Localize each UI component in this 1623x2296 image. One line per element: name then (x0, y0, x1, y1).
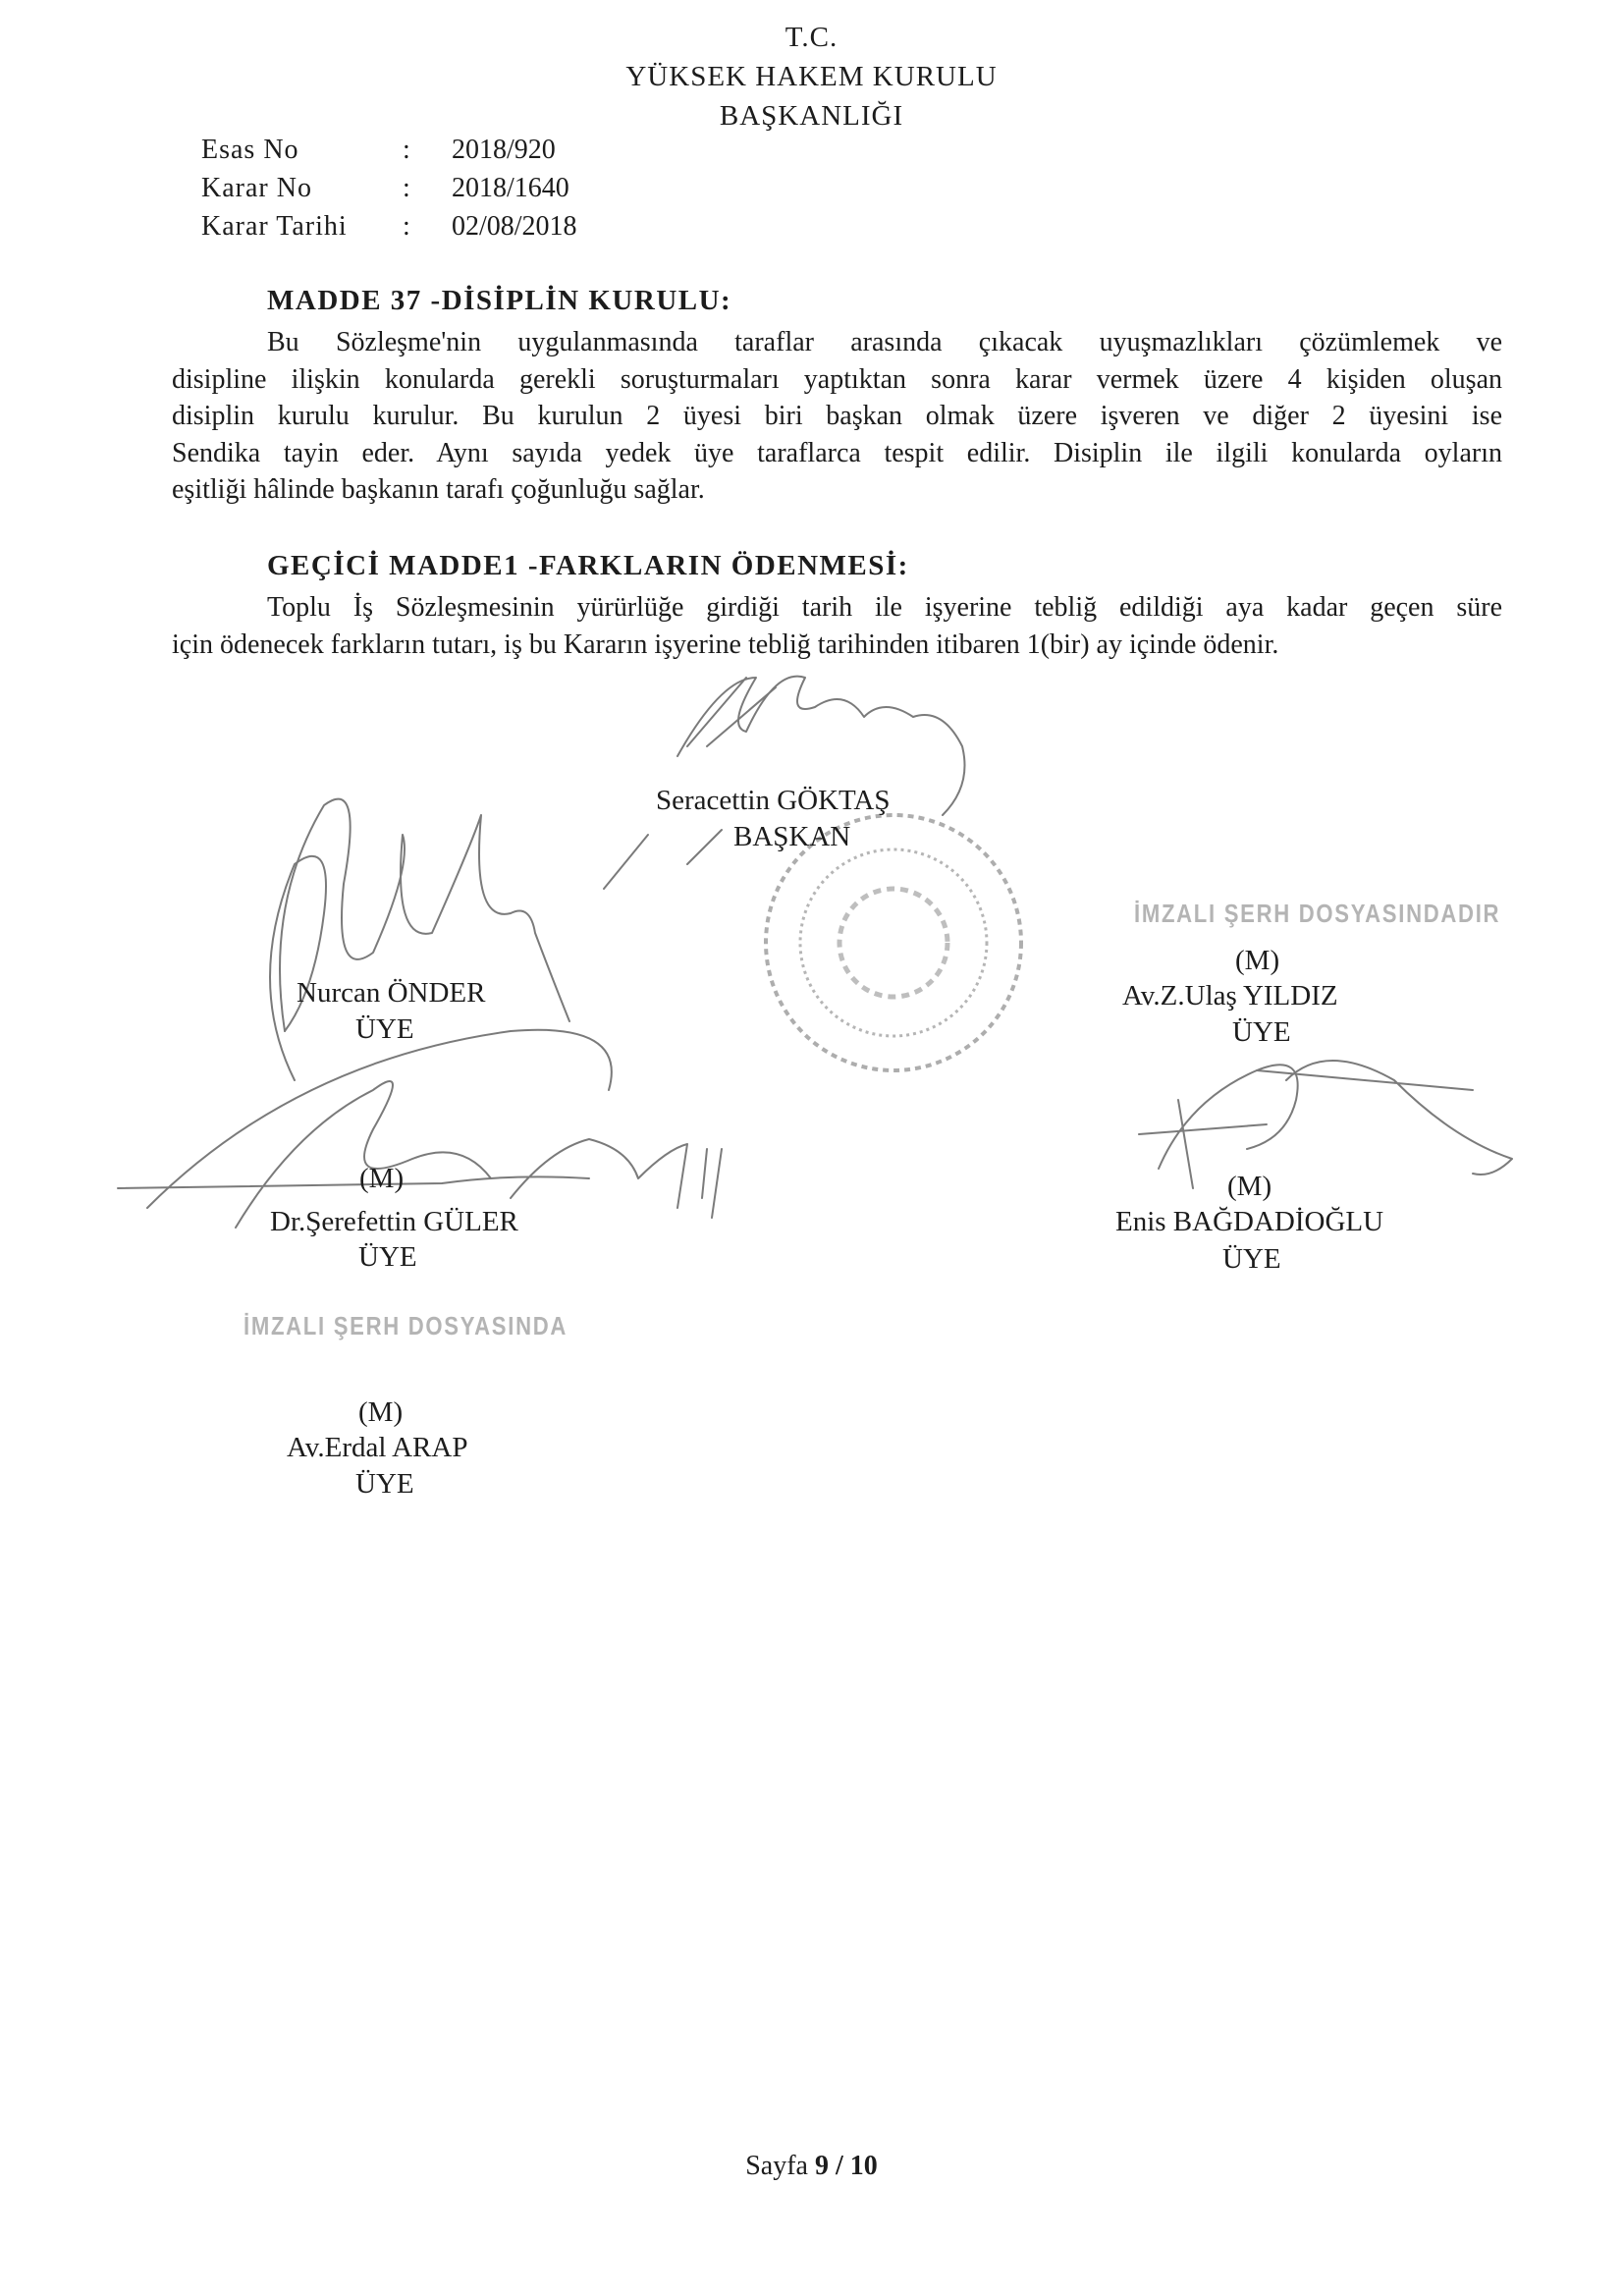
signatory-onder-name: Nurcan ÖNDER (297, 977, 486, 1009)
footer-prefix: Sayfa (745, 2151, 815, 2181)
meta-value: 2018/920 (452, 135, 556, 165)
meta-label: Karar Tarihi (201, 211, 348, 242)
meta-value: 02/08/2018 (452, 211, 577, 242)
paragraph-line: eşitliği hâlinde başkanın tarafı çoğunluğu sağlar. (172, 474, 705, 505)
meta-colon: : (403, 173, 410, 203)
stamp-imzali-serh-right: İMZALI ŞERH DOSYASINDADIR (1134, 899, 1501, 928)
paragraph-line: Toplu İş Sözleşmesinin yürürlüğe girdiği tarih ile işyerine tebliğ edildiği aya kadar geçen süre (267, 592, 1502, 623)
meta-value: 2018/1640 (452, 173, 569, 203)
meta-label: Esas No (201, 135, 299, 165)
signatory-yildiz-name: Av.Z.Ulaş YILDIZ (1122, 980, 1338, 1011)
gecici-madde-paragraph (172, 589, 1502, 663)
signatory-yildiz-mark: (M) (1235, 945, 1280, 976)
signatory-guler-role: ÜYE (358, 1241, 417, 1273)
signatory-bagdadioglu-role: ÜYE (1222, 1243, 1281, 1275)
signature-onder-loop (270, 856, 326, 1080)
signatory-arap-name: Av.Erdal ARAP (287, 1432, 468, 1463)
signatory-guler-mark: (M) (359, 1163, 405, 1194)
paragraph-line: Sendika tayin eder. Aynı sayıda yedek üye taraflarca tespit edilir. Disiplin ile ilgili konularda oyların (172, 437, 1502, 468)
signature-baskan-stroke (687, 678, 776, 746)
paragraph-line: Bu Sözleşme'nin uygulanmasında taraflar arasında çıkacak uyuşmazlıkları çözümlemek ve (267, 327, 1502, 357)
meta-colon: : (403, 135, 410, 165)
madde37-heading: MADDE 37 -DİSİPLİN KURULU: (267, 285, 732, 316)
signature-guler-2 (511, 1139, 722, 1218)
signatory-guler-name: Dr.Şerefettin GÜLER (270, 1206, 518, 1237)
paragraph-line: disipline ilişkin konularda gerekli soruşturmaları yaptıktan sonra karar vermek üzere 4 kişiden oluşan (172, 363, 1502, 395)
page-footer (0, 2151, 1623, 2182)
gecici-madde-heading: GEÇİCİ MADDE1 -FARKLARIN ÖDENMESİ: (267, 550, 909, 581)
header-tc: T.C. (784, 22, 839, 53)
signatory-bagdadioglu-mark: (M) (1227, 1171, 1272, 1202)
footer-page-number: 9 / 10 (814, 2151, 878, 2181)
signatory-arap-role: ÜYE (355, 1468, 414, 1500)
header-institution: YÜKSEK HAKEM KURULU (625, 61, 998, 92)
meta-label: Karar No (201, 173, 312, 203)
stamp-imzali-serh-left: İMZALI ŞERH DOSYASINDA (243, 1311, 568, 1340)
signature-baskan-dash (604, 830, 722, 889)
signatory-yildiz-role: ÜYE (1232, 1016, 1291, 1048)
madde37-paragraph (172, 324, 1502, 509)
signatory-arap-mark: (M) (358, 1396, 404, 1428)
signatory-bagdadioglu-name: Enis BAĞDADİOĞLU (1115, 1206, 1384, 1237)
signature-bagdadioglu-tail (1257, 1061, 1512, 1175)
signatory-baskan-role: BAŞKAN (733, 821, 851, 852)
meta-colon: : (403, 211, 410, 242)
signature-bagdadioglu (1139, 1065, 1298, 1188)
paragraph-line: için ödenecek farkların tutarı, iş bu Kararın işyerine tebliğ tarihinden itibaren 1(bir) ay içinde ödenir. (172, 629, 1279, 660)
signatory-onder-role: ÜYE (355, 1013, 414, 1045)
signatory-baskan-name: Seracettin GÖKTAŞ (656, 785, 891, 816)
paragraph-line: disiplin kurulu kurulur. Bu kurulun 2 üyesi biri başkan olmak üzere işveren ve diğer 2 üyesini ise (172, 401, 1502, 431)
header-department: BAŞKANLIĞI (719, 100, 904, 132)
